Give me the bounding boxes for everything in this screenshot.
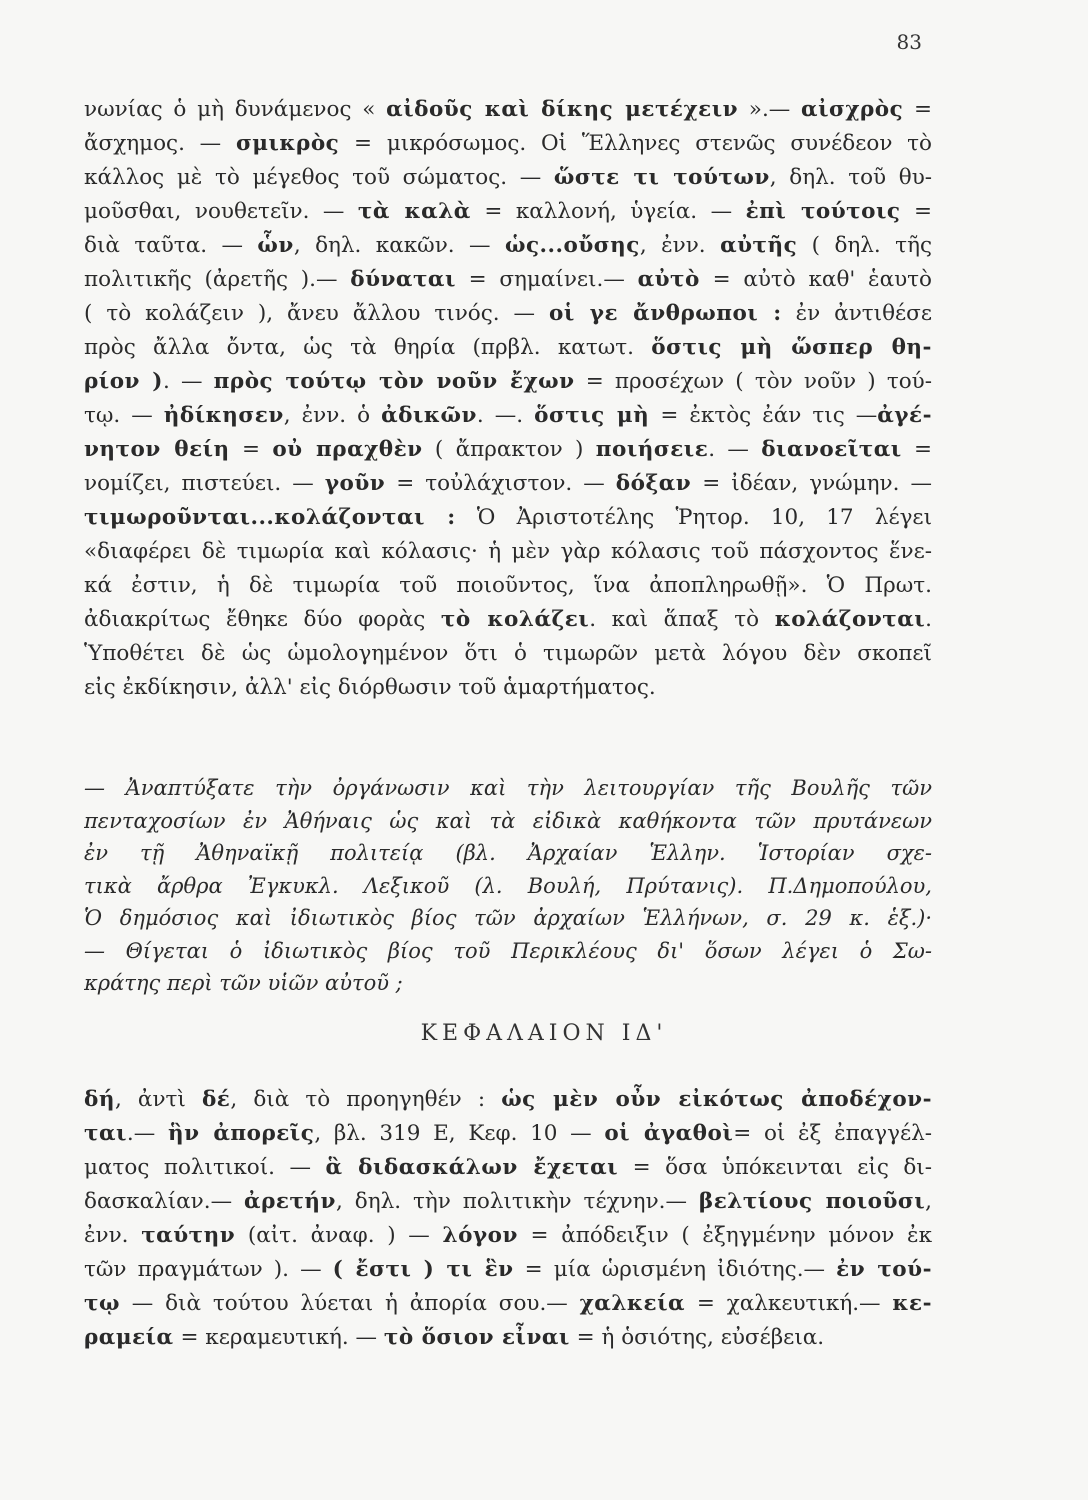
- bold-term: ἀγέ-: [877, 403, 932, 428]
- text-line: [84, 331, 932, 365]
- text-run: .: [925, 607, 932, 632]
- text-run: ( δηλ. τῆς: [797, 233, 932, 258]
- bold-term: ὡς...οὔσης: [504, 233, 640, 258]
- text-run: =: [229, 437, 273, 462]
- bold-term: ( ἔστι ) τι ἓν: [332, 1257, 514, 1282]
- bold-term: λόγον: [442, 1223, 518, 1248]
- bold-term: γοῦν: [324, 471, 386, 496]
- bold-term: ταύτην: [141, 1223, 236, 1248]
- text-run: = ἰδέαν, γνώμην. —: [691, 471, 932, 496]
- text-run: = μικρόσωμος. Οἱ Ἕλληνες στενῶς συνέδεον τὸ: [339, 131, 932, 156]
- bold-term: ὅστις μὴ: [534, 403, 650, 428]
- text-line: [84, 229, 932, 263]
- text-run: πενταχοσίων ἐν Ἀθήναις ὡς καὶ τὰ εἰδικὰ καθήκοντα τῶν πρυτάνεων: [84, 808, 932, 833]
- bold-term: ἀρετήν: [244, 1189, 336, 1214]
- bold-term: αὐτῆς: [720, 233, 798, 258]
- text-run: ,: [925, 1189, 932, 1214]
- bold-term: νητον θείη: [84, 437, 230, 462]
- text-run: πρὸς ἄλλα ὄντα, ὡς τὰ θηρία (πρβλ. κατωτ.: [84, 335, 652, 360]
- text-run: = ἡ ὁσιότης, εὐσέβεια.: [569, 1325, 825, 1350]
- text-line: [84, 671, 932, 705]
- bold-term: οἱ ἀγαθοὶ: [604, 1121, 734, 1146]
- bold-term: τὰ καλὰ: [357, 199, 471, 224]
- text-run: , ἐνν.: [639, 233, 721, 258]
- text-run: = αὐτὸ καθ' ἑαυτὸ: [699, 267, 932, 292]
- text-line: [84, 161, 932, 195]
- text-line: [84, 1219, 932, 1253]
- bold-term: αἰδοῦς καὶ δίκης μετέχειν: [386, 97, 739, 122]
- text-line: [84, 870, 932, 903]
- bold-term: οἱ γε ἄνθρωποι :: [548, 301, 782, 326]
- chapter-heading: ΚΕΦΑΛΑΙΟΝ ΙΔ': [420, 1021, 668, 1046]
- text-run: , δηλ. τὴν πολιτικὴν τέχνην.—: [335, 1189, 699, 1214]
- text-line: [84, 569, 932, 603]
- text-run: «διαφέρει δὲ τιμωρία καὶ κόλασις· ἡ μὲν γὰρ κόλασις τοῦ πάσχοντος ἕνε-: [84, 539, 932, 564]
- text-run: = σημαίνει.—: [455, 267, 638, 292]
- text-line: [84, 1253, 932, 1287]
- text-run: νωνίας ὁ μὴ δυνάμενος «: [84, 97, 387, 122]
- text-run: ».—: [738, 97, 802, 122]
- text-run: διὰ ταῦτα. —: [84, 233, 258, 258]
- text-run: τικὰ ἄρθρα Ἐγκυκλ. Λεξικοῦ (λ. Βουλή, Πρύτανις). Π.Δημοπούλου,: [84, 873, 932, 898]
- text-run: = ἀπόδειξιν ( ἐξηγμένην μόνον ἐκ: [517, 1223, 932, 1248]
- bold-term: ποιήσειε: [595, 437, 709, 462]
- text-line: [84, 805, 932, 838]
- text-run: νομίζει, πιστεύει. —: [84, 471, 325, 496]
- text-line: [84, 935, 932, 968]
- text-run: , διὰ τὸ προηγηθέν :: [230, 1087, 502, 1112]
- text-line: [84, 1117, 932, 1151]
- bold-term: ἣν ἀπορεῖς: [167, 1121, 315, 1146]
- bold-term: τὸ ὅσιον εἶναι: [383, 1325, 570, 1350]
- text-run: ( τὸ κολάζειν ), ἄνευ ἄλλου τινός. —: [84, 301, 549, 326]
- bold-term: ἠδίκησεν: [163, 403, 284, 428]
- text-line: [84, 195, 932, 229]
- bold-term: δέ: [201, 1087, 231, 1112]
- bold-term: ὧν: [257, 233, 294, 258]
- bold-term: αἰσχρὸς: [801, 97, 904, 122]
- text-run: τῳ. —: [84, 403, 164, 428]
- text-line: [84, 1083, 932, 1117]
- text-run: = ἐκτὸς ἐάν τις —: [649, 403, 878, 428]
- text-line: [84, 772, 932, 805]
- study-questions: [84, 772, 932, 1000]
- text-run: κράτης περὶ τῶν υἱῶν αὐτοῦ ;: [84, 971, 403, 995]
- bold-term: ὅστις μὴ ὥσπερ θη-: [651, 335, 932, 360]
- text-run: ( ἄπρακτον ): [422, 437, 596, 462]
- text-run: μοῦσθαι, νουθετεῖν. —: [84, 199, 358, 224]
- bold-term: κε-: [892, 1291, 932, 1316]
- text-line: [84, 603, 932, 637]
- text-run: = μία ὡρισμένη ἰδιότης.—: [513, 1257, 837, 1282]
- bold-term: πρὸς τούτῳ τὸν νοῦν ἔχων: [213, 369, 575, 394]
- text-run: — Θίγεται ὁ ἰδιωτικὸς βίος τοῦ Περικλέους δι' ὅσων λέγει ὁ Σω-: [84, 938, 932, 963]
- text-run: κά ἐστιν, ἡ δὲ τιμωρία τοῦ ποιοῦντος, ἵνα ἀποπληρωθῇ». Ὁ Πρωτ.: [84, 573, 932, 598]
- text-run: , δηλ. τοῦ θυ-: [769, 165, 932, 190]
- text-run: τῶν πραγμάτων ). —: [84, 1257, 333, 1282]
- text-line: [84, 365, 932, 399]
- text-run: = προσέχων ( τὸν νοῦν ) τού-: [574, 369, 932, 394]
- text-line: [84, 433, 932, 467]
- text-run: . καὶ ἅπαξ τὸ: [589, 607, 775, 632]
- text-run: ἐν ἀντιθέσε: [781, 301, 932, 326]
- bold-term: ἃ διδασκάλων ἔχεται: [325, 1155, 619, 1180]
- bold-term: τιμωροῦνται...κολάζονται :: [84, 505, 456, 530]
- text-line: [84, 1287, 932, 1321]
- text-run: . —: [708, 437, 762, 462]
- text-line: [84, 93, 932, 127]
- text-run: κάλλος μὲ τὸ μέγεθος τοῦ σώματος. —: [84, 165, 554, 190]
- text-run: , ἐνν. ὁ: [283, 403, 382, 428]
- text-line: [84, 501, 932, 535]
- text-run: .—: [126, 1121, 168, 1146]
- bold-term: αὐτὸ: [637, 267, 700, 292]
- text-run: ἀδιακρίτως ἔθηκε δύο φορὰς: [84, 607, 441, 632]
- text-line: [84, 637, 932, 671]
- text-run: δασκαλίαν.—: [84, 1189, 245, 1214]
- commentary-paragraph: [84, 93, 932, 705]
- text-line: [84, 399, 932, 433]
- text-line: [84, 535, 932, 569]
- text-line: [84, 1321, 932, 1355]
- text-run: πολιτικῆς (ἀρετῆς ).—: [84, 267, 351, 292]
- text-run: . —: [162, 369, 214, 394]
- text-line: [84, 967, 932, 1000]
- text-run: ἄσχημος. —: [84, 131, 236, 156]
- text-run: — Ἀναπτύξατε τὴν ὀργάνωσιν καὶ τὴν λειτουργίαν τῆς Βουλῆς τῶν: [84, 776, 932, 800]
- text-run: = τοὐλάχιστον. —: [385, 471, 616, 496]
- text-line: [84, 297, 932, 331]
- text-run: = καλλονή, ὑγεία. —: [470, 199, 746, 224]
- text-run: ἐνν.: [84, 1223, 142, 1248]
- text-line: [84, 837, 932, 870]
- page-number: 83: [896, 30, 922, 54]
- text-run: , βλ. 319 Ε, Κεφ. 10 —: [314, 1121, 605, 1146]
- bold-term: τῳ: [84, 1291, 120, 1316]
- text-run: (αἰτ. ἀναφ. ) —: [235, 1223, 443, 1248]
- text-run: = κεραμευτική. —: [173, 1325, 384, 1350]
- text-run: Ὑποθέτει δὲ ὡς ὡμολογημένον ὅτι ὁ τιμωρῶν μετὰ λόγου δὲν σκοπεῖ: [84, 641, 932, 666]
- bold-term: ἐπὶ τούτοις: [745, 199, 901, 224]
- bold-term: δή: [84, 1087, 115, 1112]
- text-run: εἰς ἐκδίκησιν, ἀλλ' εἰς διόρθωσιν τοῦ ἁμαρτήματος.: [84, 675, 656, 700]
- text-run: = οἱ ἐξ ἐπαγγέλ-: [733, 1121, 932, 1146]
- bold-term: ἀδικῶν: [381, 403, 477, 428]
- bold-term: οὐ πραχθὲν: [272, 437, 423, 462]
- bold-term: τὸ κολάζει: [440, 607, 590, 632]
- bold-term: χαλκεία: [579, 1291, 686, 1316]
- text-line: [84, 1185, 932, 1219]
- text-run: , δηλ. κακῶν. —: [293, 233, 505, 258]
- text-line: [84, 127, 932, 161]
- bold-term: διανοεῖται: [761, 437, 902, 462]
- bold-term: ται: [84, 1121, 127, 1146]
- bold-term: δύναται: [350, 267, 456, 292]
- text-line: [84, 467, 932, 501]
- text-run: Ὁ δημόσιος καὶ ἰδιωτικὸς βίος τῶν ἀρχαίων Ἑλλήνων, σ. 29 κ. ἑξ.)·: [84, 906, 932, 930]
- text-line: [84, 1151, 932, 1185]
- text-run: — διὰ τούτου λύεται ἡ ἀπορία σου.—: [119, 1291, 580, 1316]
- text-run: ματος πολιτικοί. —: [84, 1155, 326, 1180]
- bold-term: ρίον ): [84, 369, 163, 394]
- text-run: =: [900, 199, 932, 224]
- text-run: ἐν τῇ Ἀθηναϊκῇ πολιτείᾳ (βλ. Ἀρχαίαν Ἑλλην. Ἱστορίαν σχε-: [84, 841, 932, 865]
- chapter-commentary-paragraph: [84, 1083, 932, 1355]
- bold-term: κολάζονται: [774, 607, 926, 632]
- text-run: =: [901, 437, 932, 462]
- text-run: , ἀντὶ: [114, 1087, 202, 1112]
- text-run: =: [903, 97, 932, 122]
- bold-term: ραμεία: [84, 1325, 174, 1350]
- bold-term: δόξαν: [615, 471, 692, 496]
- text-line: [84, 902, 932, 935]
- bold-term: ἐν τού-: [836, 1257, 932, 1282]
- bold-term: βελτίους ποιοῦσι: [698, 1189, 926, 1214]
- text-run: = ὅσα ὑπόκεινται εἰς δι-: [618, 1155, 932, 1180]
- text-run: . —.: [476, 403, 535, 428]
- bold-term: ὥστε τι τούτων: [553, 165, 770, 190]
- text-line: [84, 263, 932, 297]
- text-run: = χαλκευτική.—: [685, 1291, 893, 1316]
- text-run: Ὁ Ἀριστοτέλης Ῥητορ. 10, 17 λέγει: [455, 505, 932, 530]
- bold-term: σμικρὸς: [235, 131, 340, 156]
- bold-term: ὡς μὲν οὖν εἰκότως ἀποδέχον-: [501, 1087, 932, 1112]
